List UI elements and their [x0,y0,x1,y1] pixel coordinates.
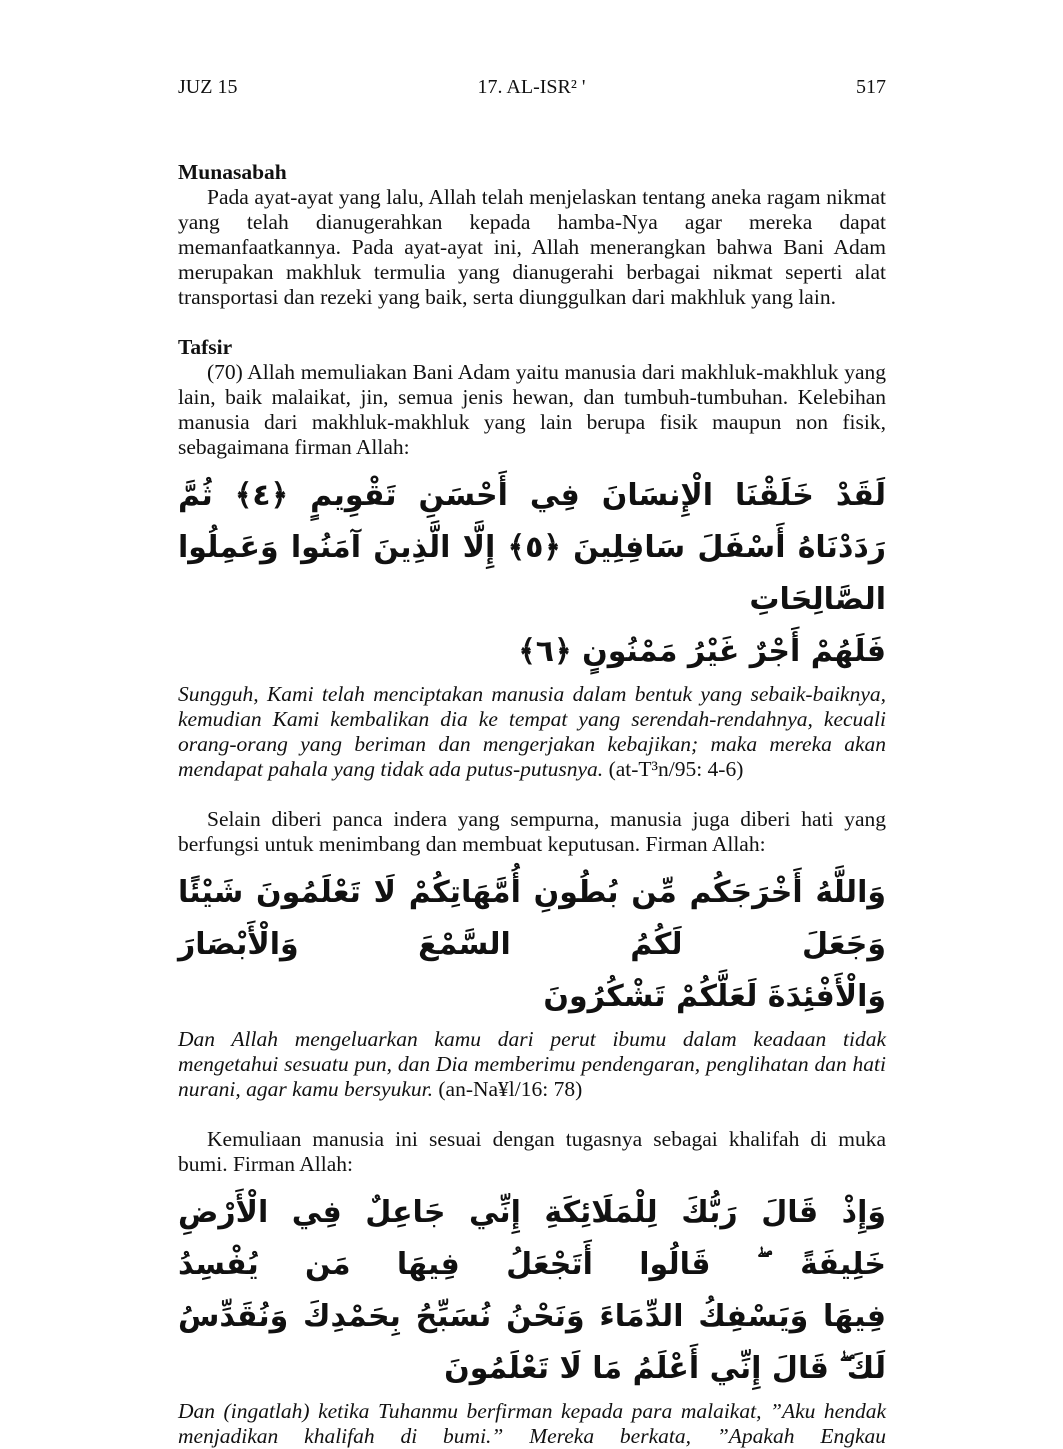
arabic-line: وَاللَّهُ أَخْرَجَكُم مِّن بُطُونِ أُمَّهَاتِكُمْ لَا تَعْلَمُونَ شَيْئًا وَجَعَلَ لَكُمُ السَّمْعَ وَالْأَبْصَارَ [178,875,886,962]
translation-1 [178,682,886,782]
translation-3: Dan (ingatlah) ketika Tuhanmu berfirman kepada para malaikat, ”Aku hendak menjadikan khalifah di bumi.” Mereka berkata, ”Apakah Engkau [178,1399,886,1448]
arabic-line: فَلَهُمْ أَجْرٌ غَيْرُ مَمْنُونٍ ﴿٦﴾ [518,634,886,669]
arabic-line: فِيهَا وَيَسْفِكُ الدِّمَاءَ وَنَحْنُ نُسَبِّحُ بِحَمْدِكَ وَنُقَدِّسُ لَكَ ۖ قَالَ إِنِّي أَعْلَمُ مَا لَا تَعْلَمُونَ [178,1299,886,1386]
translation-2 [178,1027,886,1102]
tafsir-paragraph-3: Kemuliaan manusia ini sesuai dengan tugasnya sebagai khalifah di muka bumi. Firman Allah: [178,1127,886,1176]
tafsir-paragraph-1: (70) Allah memuliakan Bani Adam yaitu manusia dari makhluk-makhluk yang lain, baik malaikat, jin, semua jenis hewan, dan tumbuh-tumbuhan. Kelebihan manusia dari makhluk-makhluk yang lain berupa fisik maupun non fisik, sebagaimana firman Allah: [178,360,886,459]
translation-text: Sungguh, Kami telah menciptakan manusia dalam bentuk yang sebaik-baiknya, kemudian Kami kembalikan dia ke tempat yang serendah-rendahnya, kecuali orang-orang yang beriman dan mengerjakan kebajikan; maka mereka akan mendapat pahala yang tidak ada putus-putusnya. [178,682,886,781]
arabic-line: وَالْأَفْئِدَةَ لَعَلَّكُمْ تَشْكُرُونَ [543,979,886,1014]
munasabah-heading: Munasabah [178,160,287,184]
page-number: 517 [856,76,886,98]
arabic-verse-3 [178,1187,886,1395]
tafsir-paragraph-2: Selain diberi panca indera yang sempurna, manusia juga diberi hati yang berfungsi untuk menimbang dan membuat keputusan. Firman Allah: [178,807,886,856]
arabic-line: لَقَدْ خَلَقْنَا الْإِنسَانَ فِي أَحْسَنِ تَقْوِيمٍ ﴿٤﴾ ثُمَّ رَدَدْنَاهُ أَسْفَلَ سَافِلِينَ ﴿٥﴾ إِلَّا الَّذِينَ آمَنُوا وَعَمِلُوا الصَّالِحَاتِ [178,478,887,617]
arabic-line: وَإِذْ قَالَ رَبُّكَ لِلْمَلَائِكَةِ إِنِّي جَاعِلٌ فِي الْأَرْضِ خَلِيفَةً ۖ قَالُوا أَتَجْعَلُ فِيهَا مَن يُفْسِدُ [178,1195,886,1282]
munasabah-paragraph: Pada ayat-ayat yang lalu, Allah telah menjelaskan tentang aneka ragam nikmat yang telah dianugerahkan kepada hamba-Nya agar mereka dapat memanfaatkannya. Pada ayat-ayat ini, Allah menerangkan bahwa Bani Adam merupakan makhluk termulia yang dianugerahi berbagai nikmat seperti alat transportasi dan rezeki yang baik, serta diunggulkan dari makhluk yang lain. [178,185,886,309]
arabic-verse-2 [178,867,886,1023]
verse-reference: (at-T³n/95: 4-6) [608,757,744,781]
running-header-surah: 17. AL-ISR² ' [477,76,586,98]
verse-reference: (an-Na¥l/16: 78) [438,1077,583,1101]
arabic-verse-1 [178,470,886,678]
translation-text: Dan Allah mengeluarkan kamu dari perut ibumu dalam keadaan tidak mengetahui sesuatu pun, dan Dia memberimu pendengaran, penglihatan dan hati nurani, agar kamu bersyukur. [178,1027,886,1101]
page-body [178,160,886,1449]
running-header-juz: JUZ 15 [178,76,238,98]
tafsir-heading: Tafsir [178,335,233,359]
